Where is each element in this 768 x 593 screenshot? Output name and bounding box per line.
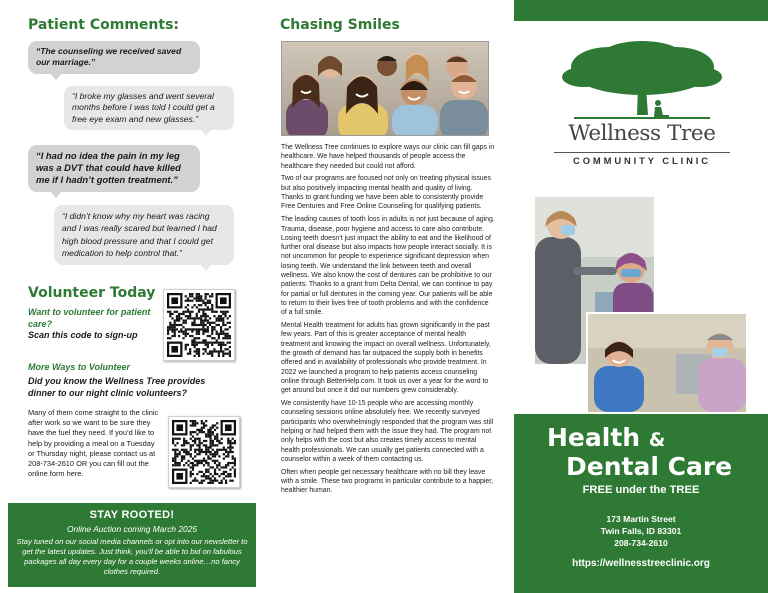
comment-bubble (28, 41, 200, 74)
left-panel (0, 0, 258, 593)
more-ways-question: Did you know the Wellness Tree provides dinner to our night clinic volunteers? (28, 376, 206, 398)
health-heading (547, 423, 665, 452)
article-body (281, 143, 495, 499)
stay-rooted-box (8, 503, 256, 587)
tree-logo-icon (554, 37, 730, 121)
bubble-tail (200, 264, 212, 271)
meal-form-qr-code[interactable] (168, 416, 240, 488)
phone-number[interactable]: 208-734-2610 (614, 538, 668, 548)
article-paragraph: Often when people get necessary healthcare with no bill they leave with a smile. These two programs in particular contribute to a happier, healthier human. (281, 468, 494, 495)
patient-comments-heading: Patient Comments: (28, 17, 180, 33)
volunteer-question: Want to volunteer for patient care? (28, 307, 151, 329)
chasing-smiles-heading: Chasing Smiles (280, 17, 400, 33)
qr-code-icon (167, 293, 231, 357)
volunteer-signup-text (28, 307, 158, 342)
free-tagline: FREE under the TREE (582, 484, 700, 496)
stay-rooted-title: STAY ROOTED! (89, 509, 175, 521)
comment-text: “I had no idea the pain in my leg was a DVT that could have killed me if I hadn’t gotten treatment.” (36, 150, 181, 186)
address-block (514, 513, 768, 549)
top-green-band (514, 0, 768, 21)
signup-qr-code[interactable] (163, 289, 235, 361)
bubble-tail (200, 129, 212, 136)
article-paragraph: We consistently have 10-15 people who are accessing monthly counseling sessions online absolutely free. We recently surveyed participants who overwhelmingly responded that the program was still helping or had helped them with the issue they had. The program not only helps with the cost but also creates timely access to mental health professionals. We can usually get patients connected with a counselor within a week of them contacting us. (281, 400, 494, 463)
dental-staff-illustration (588, 314, 746, 412)
bubble-tail (50, 73, 62, 80)
qr-code-icon (172, 420, 236, 484)
dental-care-heading: Dental Care (566, 452, 733, 481)
comment-text: “The counseling we received saved our marriage.” (36, 46, 182, 68)
middle-panel (258, 0, 514, 593)
brand-subtitle: COMMUNITY CLINIC (554, 152, 730, 166)
comment-bubble (64, 86, 234, 130)
comment-text: “I didn’t know why my heart was racing and I was really scared but learned I had high blood pressure and that I could get medication to help control that.” (62, 211, 217, 259)
article-paragraph: The Wellness Tree continues to explore ways our clinic can fill gaps in healthcare. We have helped thousands of people access the healthcare they needed but could not afford. (281, 144, 495, 170)
right-panel (514, 0, 768, 593)
street-address: 173 Martin Street (606, 514, 676, 524)
bubble-tail (50, 191, 62, 198)
article-paragraph: Mental Health treatment for adults has grown significantly in the past few years. Part of this is greater acceptance of mental health treatment and knowing the impact on overall wellness. Unfortunately, the growth of demand has far outpaced the supply both in benefits offered and in availability of professionals who provide treatment. In 2022 we launched a program to help patients access counseling online through BetterHelp.com. It took us over a year for the word to get around but once it did our numbers grew considerably. (281, 322, 491, 395)
article-paragraph: The leading causes of tooth loss in adults is not just because of aging. Trauma, disease, poor hygiene and access to care also contribute. Losing teeth doesn’t just impact the ability to eat and the likelihood of further oral disease but also impacts how people interact socially. It is not uncommon for people to experience significant depression when losing teeth. We understand the link between teeth and overall wellness. We also know the cost of dentures can be prohibitive to our patients. Thanks to a grant from Delta Dental, we can continue to pay for partial or full dentures in the coming year. Our patients will be able to return to their lives free of tooth problems and with the confidence of a full smile. (281, 216, 495, 317)
more-ways-body: Many of them come straight to the clinic after work so we want to be sure they have the fuel they need. If you’d like to help by providing a meal on a Tuesday or Thursday night, please contact us at 208-734-2610 OR you can fill out the online form here. (28, 408, 159, 479)
smiling-group-illustration (282, 42, 489, 136)
comment-bubble (54, 205, 234, 265)
auction-subtitle: Online Auction coming March 2025 (66, 524, 198, 534)
comment-bubble (28, 145, 200, 192)
health-word: Health (547, 423, 641, 452)
more-ways-title: More Ways to Volunteer (28, 362, 131, 372)
comment-text: “I broke my glasses and went several months before I was told I could get a free eye exam and new glasses.” (72, 91, 215, 124)
article-paragraph: Two of our programs are focused not only on treating physical issues but also positively impacting mental health and quality of living. Thanks to grant funding we have been able to consistently provide Free Dentures and Free Online Counseling for qualifying patients. (281, 175, 491, 211)
city-state-zip: Twin Falls, ID 83301 (600, 526, 682, 536)
health-dental-block (514, 414, 768, 593)
group-photo (281, 41, 489, 136)
stay-rooted-body: Stay tuned on our social media channels or opt into our newsletter to get the latest updates. Just think, you’ll be able to bid on fabulous packages all day every day for a couple weeks online…no fancy clothes required. (16, 537, 248, 576)
ampersand: & (648, 429, 666, 451)
brand-name: Wellness Tree (568, 121, 716, 146)
website-link[interactable]: https://wellnesstreeclinic.org (572, 558, 710, 569)
volunteer-cta: Scan this code to sign-up (28, 330, 138, 340)
volunteer-heading: Volunteer Today (28, 285, 156, 301)
staff-photo (586, 312, 748, 414)
